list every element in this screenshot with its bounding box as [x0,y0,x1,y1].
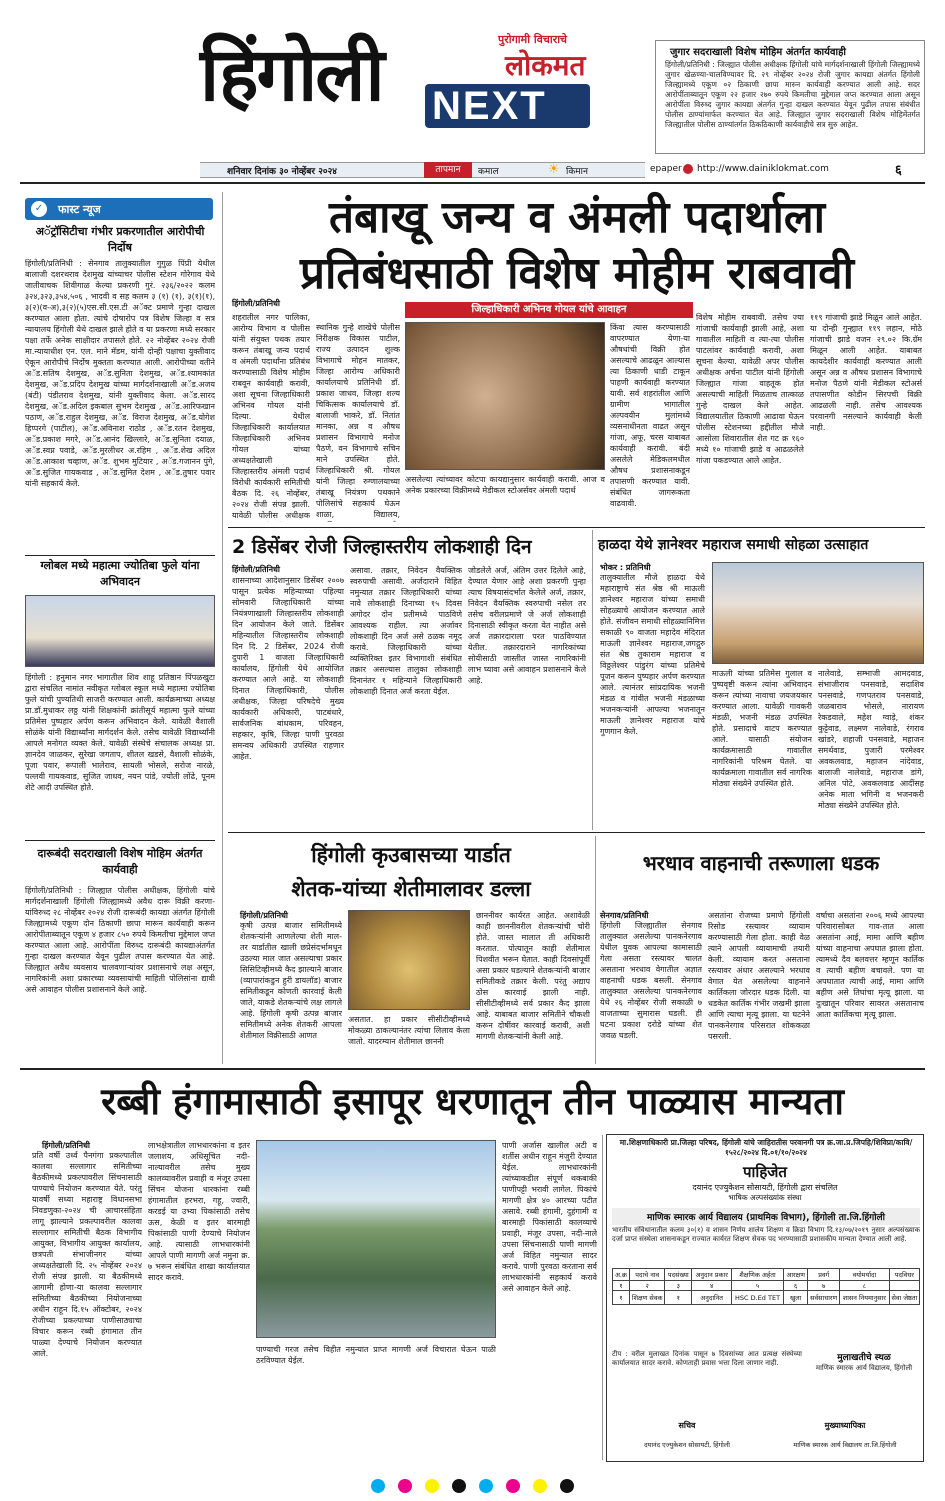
issue-date: शनिवार दिनांक ३० नोव्हेंबर २०२४ [227,167,337,177]
registration-marks [300,1478,645,1497]
lokshahi-headline: 2 डिसेंबर रोजी जिल्हास्तरीय लोकशाही दिन [232,536,532,558]
accident-col-1: हिंगोली जिल्ह्यातील सेनगाव तालुक्यात असलेल्या पानकनेरगाव येथील युवक आपल्या कामासाठी गेला असता रस्त्यावर चालत असताना भरधाव वेगातील अज्ञात वाहनाची धडक बसली. सेनगाव तालुक्यात असलेल्या पानकनेरगाव येथे २६ नोव्हेंबर रोजी सकाळी ७ वाजताच्या सुमारास घडली. ही घटना प्रकाश दरोडे यांच्या शेत जवळ घडली. [600,921,702,1040]
lead-col-2: स्थानिक गुन्हे शाखेचे पोलीस निरीक्षक विकास पाटील, राज्य उत्पादन शुल्क विभागाचे मोहन मातकर, जिल्हा आरोग्य अधिकारी कार्यालयाचे प्रतिनिधी डॉ. प्रकाश जाधव, जिल्हा शल्य चिकित्सक कार्यालयाचे डॉ. बालाजी भाकरे, डॉ. नितांत मानका, अन्न व औषध प्रशासन विभागाचे मनोज पैठणे, वन विभागाचे सचिन माने उपस्थित होते. जिल्हाधिकारी श्री. गोयल यांनी जिल्हा रुग्णालयाच्या तंबाखू नियंत्रण पथकाने पोलिसांचे सहकार्य घेऊन शाळा, विद्यालय, [316,323,400,519]
halda-headline: हाळदा येथे ज्ञानेश्वर महाराज समाधी सोहळा उत्साहात [598,537,869,553]
rabbi-photo-caption: पाण्याची गरज तसेच विहीत नमुन्यात प्राप्त मागणी अर्ज विचारात घेऊन पाळी ठरविण्यात येईल. [256,1345,496,1365]
ad-org: दयानंद एज्युकेशन सोसायटी, हिंगोली द्वारा संचलित [692,1183,838,1192]
fast-news-body-3: हिंगोली/प्रतिनिधी : जिल्ह्यात पोलीस अधीक्षक, हिंगोली यांचे मार्गदर्शनाखाली हिंगोली जिल्ह्यामध्ये अवैध दारू विक्री करणा-यांविरुध्द २८ नोव्हेंबर २०२४ रोजी दारूबंदी कायद्या अंतर्गत हिंगोली जिल्ह्यामध्ये एकूण दोन ठिकाणी छापा मारून कार्यवाही करून आरोपीताब्यातून एकूण ४ हजार ८५० रुपये किमतीचा मुद्देमाल जप्त करण्यात आला आहे. आरोपींता विरुध्द दारूबंदी कायद्याअंतर्गत गुन्हा दाखल करण्यात येवून पुढील तपास करण्यात येत आहे. जिल्ह्यात अवैध व्यवसाय चालवणाऱ्यांवर प्रशासनाचे लक्ष असून, नागरिकांनी अशा प्रकारच्या व्यवसायांची माहिती पोलिसांना द्यावी असे आवाहन पोलीस प्रशासनाने केले आहे. [25,886,215,994]
magenta-dot [506,1479,520,1493]
ad-th: आरक्षण [783,1269,807,1281]
lead-col-1: शहरातील नगर पालिका, आरोग्य विभाग व पोलीस यांनी संयुक्त पथक तयार करून तंबाखू जन्य पदार्थ व अंमली पदार्थांना प्रतिबंध करण्यासाठी विशेष मोहीम राबवून कार्यवाही करावी, अशा सूचना जिल्हाधिकारी अभिनव गोयल यांनी दिल्या. येथील जिल्हाधिकारी कार्यालयात जिल्हाधिकारी अभिनव गोयल यांच्या अध्यक्षतेखाली जिल्हास्तरीय अंमली पदार्थ विरोधी कार्यकारी समितीची बैठक दि. २६ नोव्हेंबर, २०२४ रोजी संपन्न झाली. यावेळी पोलीस अधीक्षक [232,313,310,520]
ad-cell: शासन नियमानुसार [840,1291,890,1305]
ad-sub: भाषिक अल्पसंख्यांक संस्था [728,1193,802,1202]
epaper-url[interactable]: http://www.dainiklokmat.com [697,164,829,174]
lead-headline-line-1: तंबाखू जन्य व अंमली पदार्थाला [328,192,826,243]
lokshahi-col-2: असावा. तक्रार, निवेदन वैयक्तिक स्वरुपाची असावी. अर्जदाराने विहित नमुन्यात तक्रार जिल्हाधिकारी यांच्या नावे लोकशाही दिनाच्या १५ दिवस अगोदर दोन प्रतीमध्ये पाठविणे आवश्यक राहील. त्या अर्जावर लोकशाही दिन अर्ज असे ठळक नमूद करावे. जिल्हाधिकारी यांच्या व्यक्तिरिक्त इतर विभागाशी संबंधित तक्रार असल्यास तालुका लोकशाही दिनानंतर १ महिन्याने जिल्हाधिकारी लोकशाही दिनात अर्ज करता येईल. [350,566,462,696]
lead-col-3: किंवा त्यास करण्यासाठी वापरण्यात येणा-या औषधांची विक्री होत असल्याचे आढळून आल्यास त्या ठिकाणी धाडी टाकून पाहणी कार्यवाही करण्यात यावी. सर्व शहरांतील आणि ग्रामीण भागातील अल्पवयीन मुलांमध्ये व्यसनाधीनता वाढत असून गांजा, अफू, चरस याबाबत कार्यवाही करावी. बंदी असलेले मेडिकलमधील औषध प्रशासनाकडून तपासणी करण्यात यावी. संबंधित जागरूकता वाढवावी. [610,323,690,508]
lead-strap: जिल्हाधिकारी अभिनव गोयल यांचे आवाहन [405,302,693,318]
school-event-photo [25,595,215,667]
weather-label: तापमान [424,162,472,178]
black-dot [560,1479,574,1493]
accident-col-3: वर्षाचा असतांना २००६ मध्ये आपल्या परिवारासोबत गाव-तात आला असतांना आई, मामा आणि बहीण यांच्या वाहनाचा अपघात झाला होता. त्यामध्ये दैव बलवत्तर म्हणून कार्तिक व त्याची बहीण बचावले. पण या अपघातात त्याची आई, मामा आणि बहीण असे तिघांचा मृत्यू झाला. या दुःखातून परिवार सावरत असतानाच आता कार्तिकचा मृत्यू झाला. [816,911,924,1019]
fast-news-headline-2: ग्लोबल मध्ये महात्मा ज्योतिबा फुले यांना अभिवादन [40,559,200,588]
paper-title: हिंगोली [200,32,383,118]
ad-th: अनुदान प्रकार [692,1269,732,1281]
weather-min: किमान [566,167,588,177]
ad-cell: HSC D.Ed TET [732,1291,784,1305]
halda-col-3: नालेवाडे, सम्भाजी आमदवाड, संभाजीराव पनसवाडे, सदाशिव पनसवाडे, गणपतराव पनसवाडे, जळबाराव भोसले, नारायण रेकडवाले, महेश ग्वाड़े, शंकर कुट्टेवाड, लक्ष्मण नालेवाडे, रंगराव खांडरे, शहाजी पनसवाडे, महाजन समर्थवाड, पुजारी परमेश्वर अवकलवाड, महाजन नांदेवाड, बालाजी नालेवाडे, महाराज डांगे, अनिल पोटे, अवकलवाड आदींसह अनेक माता भगिनी व भजनकरी मोठ्या संख्येने उपस्थित होते. [818,669,924,810]
ad-cell: १ [665,1291,692,1305]
rabbi-col-2: लाभक्षेत्रातील लाभधारकांना व इतर जलाशय, अधिसूचित नदी-नाल्यावरील तसेच मुख्य कालव्यावरील प्रवाही व मंजूर उपसा सिंचन योजना धारकांना रब्बी हंगामातील हरभरा, गहू, ज्वारी, करडई या उभ्या पिकांसाठी तसेच ऊस, केळी व इतर बारमाही पिकांसाठी पाणी देण्याचे नियोजन आहे. त्यासाठी लाभधारकांनी आपले पाणी मागणी अर्ज नमुना क्र. ७ भरून संबंधित शाखा कार्यालयात सादर करावे. [148,1141,250,1282]
brand-tagline: पुरोगामी विचाराचे [498,33,568,46]
kuba-byline: हिंगोली/प्रतिनिधी [240,911,289,920]
magenta-dot [398,1479,412,1493]
ad-cell: सेवा जेष्ठता [889,1291,919,1305]
ad-sign-left-org: दयानंद एज्युकेशन सोसायटी, हिंगोली [644,1441,730,1449]
top-story-body: हिंगोली/प्रतिनिधी : जिल्ह्यात पोलीस अधीक्षक हिंगोली यांचे मार्गदर्शनाखाली हिंगोली जिल्ह्यामध्ये जुगार खेळण्या-चालविण्यावर दि. २९ नोव्हेंबर २०२४ रोजी जुगार कायद्या अंतर्गत हिंगोली जिल्ह्यामध्ये एकूण ०२ ठिकाणी छापा मारुन कार्यवाही करण्यात आली आहे. सदर आरोपींताब्यातून एकूण २२ हजार २७० रुपये किमतीचा मुद्देमाल जप्त करण्यात आला असून आरोपींता विरुध्द जुगार कायद्या अंतर्गत गुन्हा दाखल करण्यात येवून पुढील तपास संबंधीत पोलीस ठाण्यांमार्फत करण्यात येत आहे. जिल्ह्यात जुगार सदराखाली विशेष मोहिमेंतर्गत जिल्ह्यातील पोलीस ठाण्यांतर्गत ठिकठिकाणी कार्यवाहीचे सत्र सुरु आहेत. [665,60,920,129]
cyan-dot [371,1479,385,1493]
ad-th: अ.क्र [613,1269,630,1281]
ad-num: २ [629,1281,665,1291]
ad-num: ५ [732,1281,784,1291]
ad-th: वयोमर्यादा [840,1269,890,1281]
ad-venue-title: मुलाखतीचे स्थळ [837,1353,891,1363]
top-story-title: जुगार सदराखाली विशेष मोहिम अंतर्गत कार्यवाही [670,47,846,58]
ad-cell: सर्वसाधारण [808,1291,840,1305]
ad-num: १ [613,1281,630,1291]
weather-max: कमाल [478,167,499,177]
dam-photo [256,1140,496,1338]
halda-col-1: तालुक्यातील मौजे हाळदा येथे महाराष्ट्राचे संत श्रेष्ठ श्री माऊली ज्ञानेश्वर महाराज यांच्या समाधी सोहळ्याचे आयोजन करण्यात आले होते. संजीवन समाधी सोहळ्यानिमित्त सकाळी ९० वाजता महादेव मंदिरात माऊली ज्ञानेश्वर महाराज,जगद्गुरु संत श्रेष्ठ तुकाराम महाराज व विठ्ठलेश्वर पांडुरंग यांच्या प्रतिमेचे पूजन करून पुष्पहार अर्पण करण्यात आले. त्यानंतर सांप्रदायिक भजनी मंडळ व गांवीत भजनी मंडळाच्या भजनकऱ्यांनी आपल्या भजनातून माऊली ज्ञानेश्वर महाराज यांचे गुणगान केले. [600,573,705,736]
lead-col-4: विशेष मोहीम राबवावी. तसेच ज्या गांजाची कार्यवाही झाली आहे, अशा गावातील माहिती व त्या-त्या पोलीस पाटलांवर कार्यवाही करावी, अशा सूचना केल्या. यावेळी अपर पोलीस अधीक्षक अर्चना पाटील यांनी हिंगोली जिल्ह्यात गांजा वाहतूक होत असल्याची माहिती मिळताच तात्काळ गुन्हे दाखल केले आहेत. विद्यालयातील ठिकाणी आढावा घेऊन पोलीस स्टेशनच्या हद्दीतील मौजे आसोला शिवारातील शेत गट क्र १६० मध्ये १० गांजाची झाडे व आढळलेले गांजा पकडण्यात आले आहेत. [696,313,804,465]
ad-cell: अनुदानित [692,1291,732,1305]
cyan-dot [479,1479,493,1493]
ad-sign-right: मुख्याध्यापिका [824,1421,866,1430]
ad-school: माणिक स्मारक आर्य विद्यालय (प्राथमिक विभाग), हिंगोली ता.जि.हिंगोली [612,1208,920,1225]
yellow-dot [425,1479,439,1493]
ad-th: पदाचे नाव [629,1269,665,1281]
rabbi-headline: रब्बी हंगामासाठी इसापूर धरणातून तीन पाळ्यास मान्यता [101,1080,844,1123]
page-number: ६ [895,163,902,178]
kuba-headline-line-1: हिंगोली कृउबासच्या यार्डात [311,843,511,867]
lokshahi-col-3: जोडलेले अर्ज, अंतिम उत्तर दिलेले आहे, देण्यात येणार आहे अशा प्रकरणी पुन्हा त्याच विषयासंदर्भात केलेले अर्ज, तक्रार, निवेदन वैयक्तिक स्वरुपाची नसेल तर तसेच वरीलप्रमाणे जे अर्ज लोकशाही दिनासाठी स्वीकृत करता येत नाहीत असे अर्ज तक्रारदाराला परत पाठविण्यात येतील. तक्रारदाराने नागरिकांच्या सोयीसाठी जास्तीत जास्त नागरिकांनी लाभ घ्यावा असे आवाहन प्रशासनाने केले आहे. [468,566,586,685]
kuba-photo-caption: असतात. हा प्रकार सीसीटीव्हीमध्ये मोकळ्या ठाकल्यानंतर त्यांचा लिलाव केला जातो. यादरम्यान शेतीमाल छाननी [348,1015,470,1046]
ad-cell: शिक्षण सेवक [629,1291,665,1305]
fast-news-label: फास्ट न्यूज [58,203,101,216]
grain-yard-photo [348,910,470,1010]
accident-headline: भरधाव वाहनाची तरूणाला धडक [642,851,880,875]
rabbi-col-1: प्रति वर्षी उर्ध्व पैनगंगा प्रकल्पातील कालवा सल्लागार समितीच्या बैठकीमध्ये प्रकल्पावरील सिंचनासाठी पाण्याचे नियोजन करण्यात येते. परंतु यावर्षी सध्या महाराष्ट्र विधानसभा निवडणुका-२०२४ ची आचारसंहिता लागू झाल्याने प्रकल्पावरील कालवा सल्लागार समितीची बैठक विभागीय आयुक्त, विभागीय आयुक्त कार्यालय, छत्रपती संभाजीनगर यांच्या अध्यक्षतेखाली दि. २५ नोव्हेंबर २०२४ रोजी संपन्न झाली. या बैठकीमध्ये आगामी होणा-या कालवा सल्लागार समितीच्या बैठकीच्या नियोजनाच्या अधीन राहून दि.१५ ऑक्टोबर, २०२४ रोजीच्या प्रकल्पाच्या पाणीसाठ्याचा विचार करून रब्बी हंगामात तीन पाळ्या देण्याचे नियोजन करण्यात आले. [32,1151,142,1358]
yellow-dot [533,1479,547,1493]
ad-th: शैक्षणिक अर्हता [732,1269,784,1281]
accident-col-2: असतांना रोजच्या प्रमाणे हिंगोली रिसोड रस्त्यावर व्यायाम करण्यासाठी गेला होता. काही वेळ त्याने आपली व्यायामाची तयारी केली. व्यायाम करत असताना रस्त्यावर अंधार असल्याने भरधाव वेगात येत असलेल्या वाहनाने कार्तिकला जोरदार धडक दिली. या धडकेत कार्तिक गंभीर जखमी झाला आणि त्याचा मृत्यू झाला. या घटनेने पानकनेरगाव परिसरात शोककळा पसरली. [708,911,810,1041]
lead-photo-caption: असलेल्या त्यांच्यावर कोटपा कायद्यानुसार कार्यवाही करावी. आज व अनेक प्रकारच्या विक्रीमध्ये मेडीकल स्टोअर्सवर अंमली पदार्थ [405,475,605,495]
lokshahi-col-1: शासनाच्या आदेशानुसार डिसेंबर २००७ पासून प्रत्येक महिन्याच्या पहिल्या सोमवारी जिल्हाधिकारी यांच्या नियंत्रणाखाली जिल्हास्तरीय लोकशाही दिन आयोजन केले जाते. डिसेंबर महिन्यातील जिल्हास्तरीय लोकशाही दिन दि. 2 डिसेंबर, 2024 रोजी दुपारी 1 वाजता जिल्हाधिकारी कार्यालय, हिंगोली येथे आयोजित करण्यात आले आहे. या लोकशाही दिनात जिल्हाधिकारी, पोलीस अधीक्षक, जिल्हा परिषदेचे मुख्य कार्यकारी अधिकारी, पाटबंधारे, सार्वजनिक बांधकाम, परिवहन, सहकार, कृषि, जिल्हा पाणी पुरवठा समन्वय अधिकारी उपस्थित राहणार आहेत. [232,576,344,761]
fast-news-body-2: हिंगोली : हनुमान नगर भागातील शिव शाहू प्रतिष्ठान पिंपळखुटा द्वारा संचलित नामांत नवीकृत ग्लोबल स्कूल मध्ये महात्मा ज्योतिबा फुले यांची पुण्यतिथी साजरी करण्यात आली. कार्यक्रमाच्या अध्यक्ष प्रा.डॉ.मुधाकर लठ्ठ यांनी शिक्षकांनी क्रांतीसूर्य महात्मा फुले यांच्या प्रतिमेस पुष्पहार अर्पण करून अभिवादन केले. यावेळी वैशाली सोळंके यांनी विद्यार्थ्यांना मार्गदर्शन केले. तसेच यावेळी विद्यार्थ्यांनी आपले मनोगत व्यक्त केले. यावेळी संस्थेचे संचालक अध्यक्ष प्रा. ज्ञानदेव जाळकर, सुरेखा जगताप, शीतल खडसे, वैशाली सोळंके, पूजा पवार, रूपाली भालेराव, सायली भोसले, सरोज नारळे, पल्लवी गायकवाड, सुजित जाधव, नयन पांडे, ज्योती लोंढे, पूनम शेटे आदी उपस्थित होते. [25,673,215,792]
ad-title: पाहिजेत [743,1163,787,1181]
ad-num: ३ [665,1281,692,1291]
rabbi-col-3: पाणी अर्जास खालील अटी व शर्तीस अधीन राहून मंजुरी देण्यात येईल. लाभधारकांनी त्यांच्याकडील संपूर्ण थकबाकी पाणीपट्टी भरावी लागेल. पिकांचे मागणी क्षेत्र ४० आरच्या पटीत असावे. रब्बी हंगामी, दुहंगामी व बारमाही पिकांसाठी कालव्याचे प्रवाही, मंजूर उपसा, नदी-नाले उपसा सिंचनासाठी पाणी मागणी अर्ज विहित नमुन्यात सादर करावे. पाणी पुरवठा करताना सर्व लाभधारकांनी सहकार्य करावे असे आवाहन केले आहे. [502,1141,597,1293]
ad-body: भारतीय संविधानातील कलम ३०(१) व शासन निर्णय शालेय शिक्षण व क्रिडा विभाग दि.१३/०७/२०१९ नुसार अल्पसंख्याक दर्जा प्राप्त संस्थेला शासनाकडून राज्यात कार्यरत शिक्षण सेवक पद भरण्यासाठी प्रशासकीय मान्यता देण्यात आली आहे. [612,1226,920,1243]
ad-cell: १ [613,1291,630,1305]
ad-venue: माणिक स्मारक आर्य विद्यालय, हिंगोली [815,1364,913,1372]
black-dot [452,1479,466,1493]
samadhi-event-photo [712,562,924,664]
lokshahi-byline: हिंगोली/प्रतिनिधी [232,565,281,574]
kuba-col-1: कृषी उत्पन्न बाजार समितीमध्ये शेतकर्‍यांनी आणलेल्या शेती माल-तर यार्डातील खाली छप्रेसंदर्भामधून उठल्या माल जात असल्याचा प्रकार सिसिटिव्हीमध्ये कैद झाल्याने बाजार (व्यापारांकडुन हुरी डायलॉड) बाजार समितीकडून कोणती कारवाई केली जाते, याकडे शेतकर्‍यांचे लक्ष लागले आहे. हिंगोली कृषी उत्पन्न बाजार समितीमध्ये अनेक शेतकरी आपला शेतीमाल विक्रीसाठी आणत [240,921,342,1040]
lead-byline: हिंगोली/प्रतिनिधी [232,299,281,308]
fast-news-headline-3: दारूबंदी सदराखाली विशेष मोहिम अंतर्गत कार्यवाही [37,847,203,876]
accident-byline: सेनगाव/प्रतिनिधी [600,911,649,920]
ad-th: प्रवर्ग [808,1269,840,1281]
ad-th: पदसंख्या [665,1269,692,1281]
brand-logo: लोकमत [505,49,586,82]
lead-col-5: ११९ गांजाची झाडे मिळून आले आहेत. या दोन्ही गुन्ह्यात ११९ लहान, मोठे गांजाची झाडे वजन २९.०२ कि.ग्रॅम मिळून आली आहेत. याबाबत कायदेशीर कार्यवाही करण्यात आली असून अन्न व औषध प्रशासन विभागाचे मनोज पैठणे यांनी मेडीकल स्टोअर्स तपासणीत कोडीन सिरपची विक्री आढळली नाही. तसेच आवश्यक परवानगी नसल्याने कार्यवाही केली नाही. [810,313,922,432]
fast-news-icon: ✓ [31,201,47,217]
ad-num: ६ [783,1281,807,1291]
kuba-headline-line-2: शेतक-यांच्या शेतीमालावर डल्ला [291,877,531,901]
ad-note: टीप : वरील मुलाखत दिनांक पासून ७ दिवसांच्या आत प्रत्यक्ष संस्थेच्या कार्यालयात सादर करावे. कोणताही प्रवास भत्ता दिला जाणार नाही. [612,1350,802,1367]
ad-sign-left: सचिव [678,1421,696,1430]
tobacco-photo [405,322,605,470]
halda-col-2: माऊली यांच्या प्रतिमेस गुलाल व पुष्पवृष्टी करून त्यांना अभिवादन करून त्यांच्या नावाचा जयजयकार करण्यात आला. यावेळी गावकरी मंडळी, भजनी मंडळ उपस्थित होते. प्रसादाचे वाटप करण्यात आले. यासाठी संयोजन कार्यक्रमासाठी गावातील नागरिकांनी परिश्रम घेतले. या कार्यक्रमाला गावातील सर्व नागरिक मोठ्या संख्येने उपस्थित होते. [712,669,812,788]
fast-news-body-1: हिंगोली/प्रतिनिधी : सेनगाव तालुक्यातील गुगुळ पिंप्री येथील बालाजी दशरथराव देशमुख यांच्याचर पोलीस स्टेशन गोरेगाव येथे जातीवाचक शिवीगाळ केल्या प्रकरणी गुरं. २३६/२०२२ कलम ३२४,३२३,३५४,५०६ , भादवी व सह कलम ३ (१) (१), ३(१)(१), ३(२)(व-अ),३(२)(५)एस.सी.एस.टी अॅक्ट प्रमाणे गुन्हा दाखल करण्यात आला होता. त्यांचे दोषारोप पत्र विशेष जिल्हा व सत्र न्यायालय हिंगोली येथे दाखल झाले होते व या प्रकरणा मध्ये सरकार पक्षा तर्फे अनेक साक्षीदार तपासले होते. २२ नोव्हेंबर २०२४ रोजी मा.न्यायाधीश एन. एल. माने मॅडम, यांनी दोन्ही पक्षाचा युक्तीवाद ऐकून आरोपीचे निर्दोष मुक्तता करण्यात आली. आरोपीच्या वतीने अॅड.सतिष देशमुख, अॅड.सुनिता देशमुख, अॅड.श्यामकांत देशमुख, अॅड.प्रदिप देशमुख यांच्या मार्गदर्शनाखाली अॅड.अजय (बंटी) पंडीतराव देशमुख, यांनी युक्तीवाद केला. अॅड.सारद देशमुख, अॅड.अदिल इकबाल सुभम देशमुख , अॅड.आरिफखान पठाण, अॅड.राहुल देशमुख, अॅड. विराज देशमुख, अॅड.योगेश हिप्परगे (पाटील), अॅड.अविनाश राठोड , अॅड.रतन देशमुख, अॅड.प्रकाश मगरे, अॅड.आनंद खिल्लारे, अॅड.सुनिता दयाळ, अॅड.स्वप्न पवाडे, अॅड.मुरलीधर अ.रहिम , अॅड.शेख अदिल अॅड.आकाश चव्हाण, अॅड. शुभम मुटियार , अॅड.गजानन पुंगे, अॅड.सुजित गायकवाड , अॅड.सुमित देशम , अॅड.तुषार पवार यांनी सहकार्य केले. [25,259,215,488]
ad-table [612,1268,920,1305]
ad-cell: खुला [783,1291,807,1305]
kuba-col-2: छाननीवर कार्यरत आहेत. अशावेळी काही छाननीवरील शेतकऱ्यांची चोरी होते. जास्त मालात ती अधिकारी करतात. पोत्यातून काही शेतीमाल पिशवीत भरून घेतात. काही दिवसांपूर्वी असा प्रकार घडल्याने शेतकऱ्यांनी बाजार समितीकडे तक्रार केली. परंतु अद्याप ठोस कारवाई झाली नाही. सीसीटीव्हीमध्ये सर्व प्रकार कैद झाला आहे. याबाबत बाजार समितीने चौकशी करून दोषींवर कारवाई करावी, अशी मागणी शेतकऱ्यांनी केली आहे. [476,911,590,1041]
ad-num: ८ [840,1281,890,1291]
fast-news-headline-1: अॅट्रॉसिटीचा गंभीर प्रकरणातील आरोपीची निर्दोष [35,225,205,254]
halda-byline: भोकर : प्रतिनिधी [600,563,651,572]
lead-headline-line-2: प्रतिबंधसाठी विशेष मोहीम राबवावी [300,248,854,299]
epaper-icon [683,164,693,174]
ad-sign-right-org: माणिक स्मारक आर्य विद्यालय ता.जि.हिंगोली [793,1441,897,1449]
ad-th: पदविधर [889,1269,919,1281]
ad-num: ४ [692,1281,732,1291]
ad-reference: मा.शिक्षणाधिकारी प्रा.जिल्हा परिषद, हिंगोली यांचे जाहिरातीस परवानगी पत्र क्र.जा.प्र.जिपहि/शिविप्रा/कावि/१५२८/२०२४ दि.०१/१०/२०२४ [619,1138,913,1157]
next-text: NEXT [432,84,547,128]
sun-icon: ☀ [548,162,560,177]
rabbi-byline: हिंगोली/प्रतिनिधी [42,1141,91,1150]
ad-num: ७ [808,1281,840,1291]
epaper-label: epaper [650,164,682,174]
